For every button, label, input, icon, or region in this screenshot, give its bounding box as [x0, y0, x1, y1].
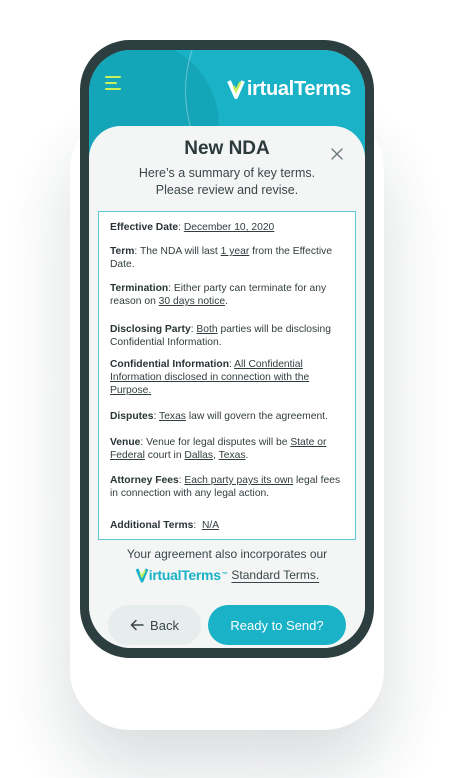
term-label: Disclosing Party [110, 324, 191, 335]
virtual-terms-logo-mark-icon [226, 78, 246, 100]
virtual-terms-logo [226, 76, 351, 102]
disputes-law-value[interactable]: Texas [159, 411, 186, 422]
additional-terms-value[interactable]: N/A [201, 520, 220, 531]
phone-frame [80, 40, 374, 658]
virtual-terms-mini-logo [135, 567, 228, 583]
close-icon[interactable] [329, 146, 345, 162]
term-label: Additional Terms [110, 520, 194, 531]
term-confidential-information: Confidential Information: All Confidential Information disclosed in connection with the Purpose. [110, 359, 310, 396]
term-text: : The NDA will last [134, 246, 221, 257]
standard-terms-link-row [119, 564, 335, 586]
term-label: Term [110, 246, 135, 257]
hamburger-menu-icon[interactable] [105, 74, 125, 92]
term-venue [110, 436, 350, 462]
term-text: . [245, 450, 249, 461]
trademark-symbol: ™ [221, 572, 228, 578]
term-label: Disputes [110, 411, 154, 422]
term-text: : Venue for legal disputes will be [140, 437, 291, 448]
phone-screen [89, 50, 365, 648]
venue-court-value[interactable]: State or Federal [110, 437, 327, 461]
term-effective-date: Effective Date: December 10, 2020 [110, 222, 275, 233]
effective-date-value[interactable]: December 10, 2020 [183, 222, 275, 233]
modal-title: New NDA [184, 138, 270, 159]
venue-city-value[interactable]: Dallas [184, 450, 214, 461]
logo-text: irtualTerms [246, 77, 351, 100]
modal-subtitle [109, 165, 345, 199]
term-text: law will govern the agreement. [185, 411, 328, 422]
term-duration [110, 245, 350, 271]
term-text: legal fees in connection with any legal action. [110, 475, 341, 499]
term-text: from the Effective Date. [110, 246, 333, 270]
incorporates-text: Your agreement also incorporates our [126, 547, 328, 561]
term-label: Confidential Information [110, 359, 229, 370]
venue-state-value[interactable]: Texas [218, 450, 246, 461]
confidential-information-value[interactable]: All Confidential Information disclosed in connection with the Purpose. [110, 359, 310, 396]
term-duration-value[interactable]: 1 year [220, 246, 250, 257]
term-text: : Either party can terminate for any reason on [110, 283, 327, 307]
key-terms-summary [98, 211, 356, 540]
term-disputes: Disputes: Texas law will govern the agreement. [110, 411, 328, 422]
term-additional-terms: Additional Terms: N/A [110, 520, 220, 531]
term-text: , [213, 450, 219, 461]
ready-to-send-button[interactable]: Ready to Send? [208, 605, 346, 645]
virtual-terms-mini-logo-mark-icon [135, 567, 149, 583]
subtitle-line-1: Here’s a summary of key terms. [138, 166, 316, 180]
attorney-fees-value[interactable]: Each party pays its own [184, 475, 294, 486]
term-label: Effective Date [110, 222, 179, 233]
arrow-left-icon [130, 619, 144, 631]
term-text: . [225, 296, 228, 307]
disclosing-party-value[interactable]: Both [196, 324, 218, 335]
standard-terms-link[interactable]: Standard Terms. [231, 568, 320, 582]
term-attorney-fees: Attorney Fees: Each party pays its own legal fees in connection with any legal action. [110, 475, 341, 499]
term-label: Attorney Fees [110, 475, 179, 486]
subtitle-line-2: Please review and revise. [155, 183, 299, 197]
term-termination [110, 282, 350, 308]
term-label: Termination [110, 283, 169, 294]
term-text: parties will be disclosing Confidential Information. [110, 324, 331, 348]
term-disclosing-party: Disclosing Party: Both parties will be disclosing Confidential Information. [110, 324, 331, 348]
mini-logo-text: irtualTerms [148, 567, 221, 583]
back-button[interactable] [108, 605, 201, 645]
term-label: Venue [110, 437, 141, 448]
back-button-label: Back [150, 617, 179, 633]
termination-notice-value[interactable]: 30 days notice [158, 296, 226, 307]
term-text: court in [144, 450, 185, 461]
